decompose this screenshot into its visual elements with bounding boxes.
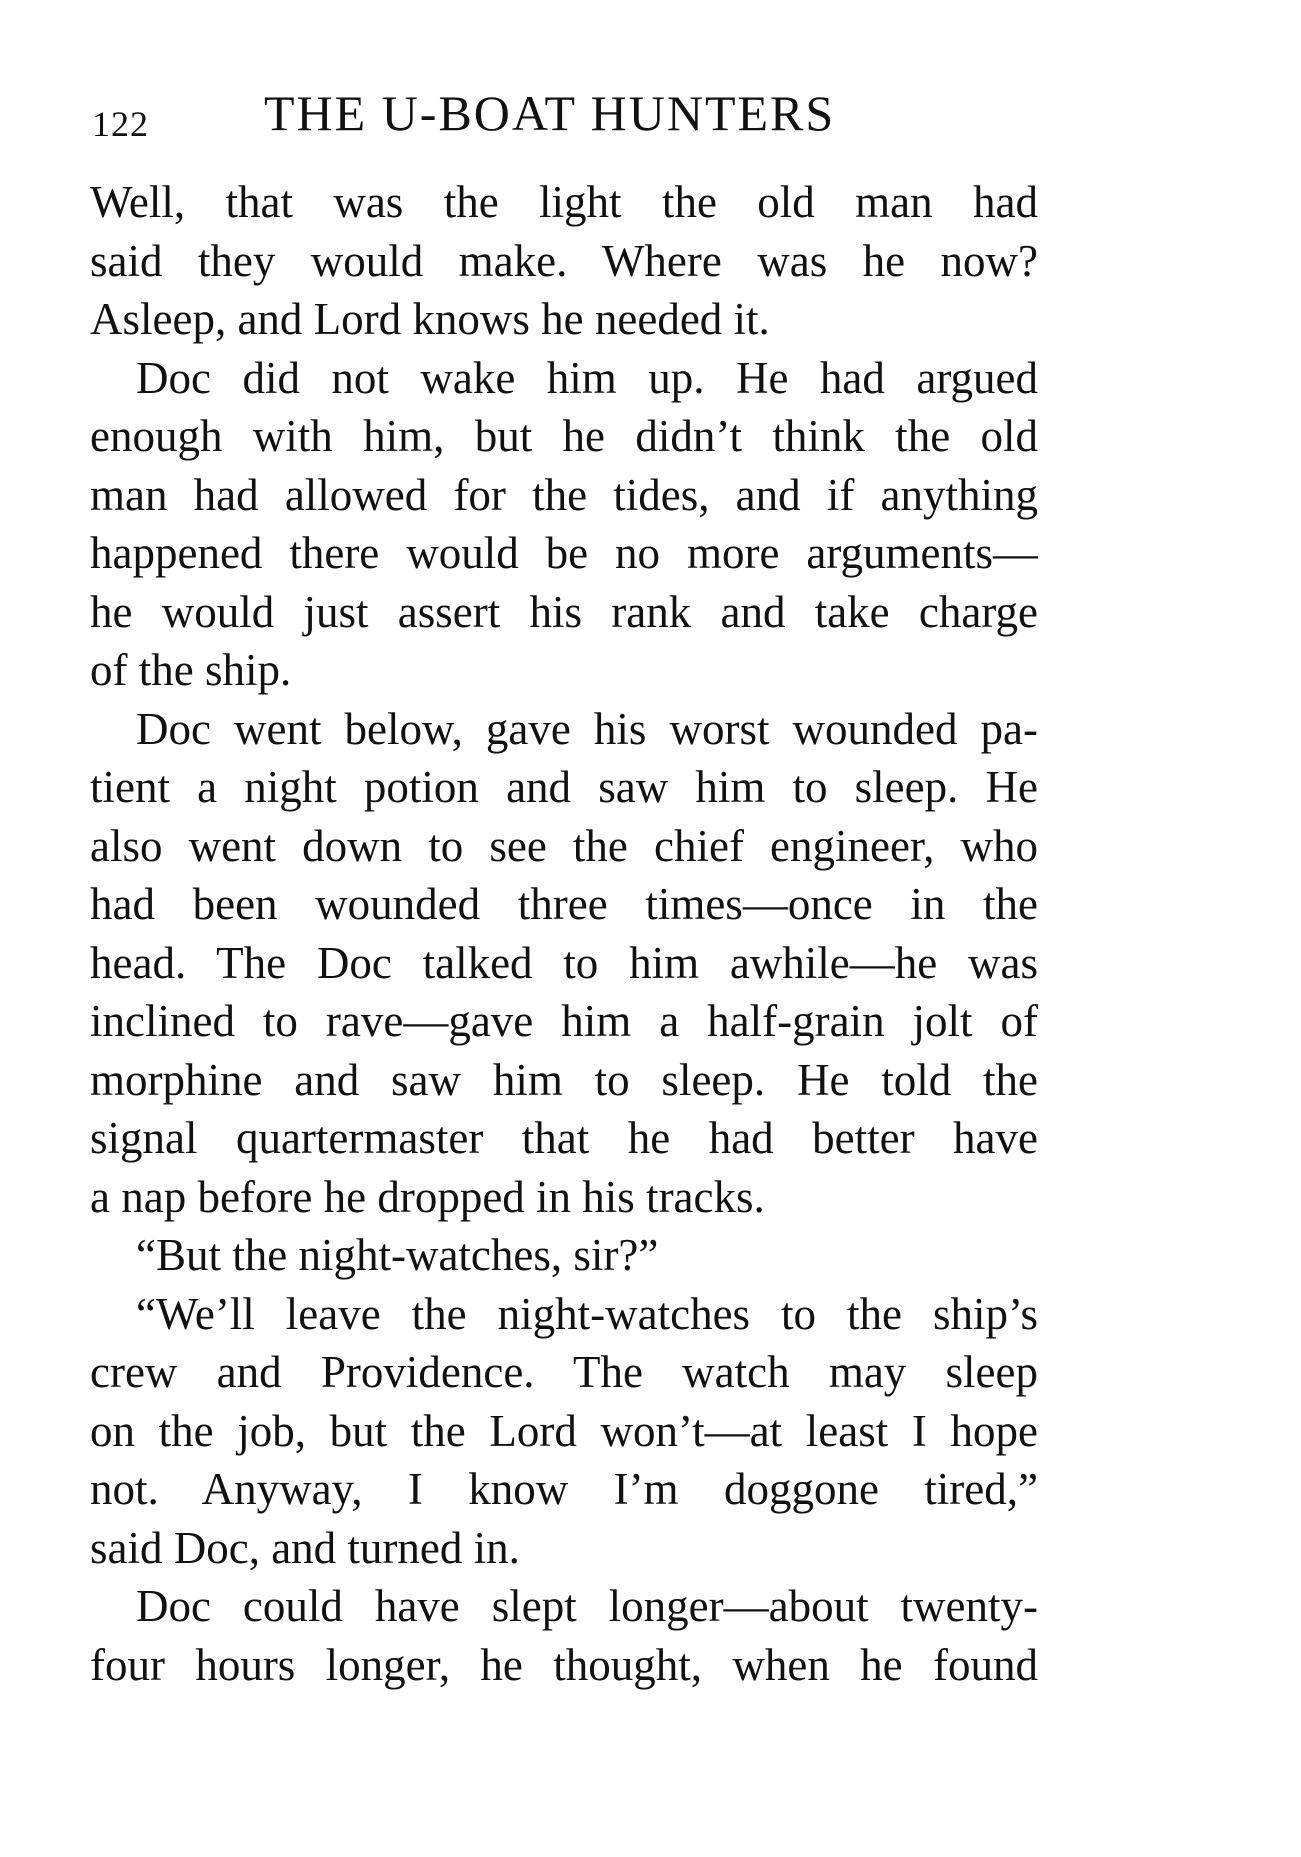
text-line: inclined to rave—gave him a half-grain jolt of [90,996,1038,1046]
text-line: enough with him, but he didn’t think the old [90,411,1038,461]
running-title: THE U-BOAT HUNTERS [264,85,836,141]
text-line: “We’ll leave the night-watches to the ship’s [136,1288,1038,1339]
text-line: not. Anyway, I know I’m doggone tired,” [90,1464,1038,1514]
text-line: had been wounded three times—once in the [90,879,1038,929]
text-line: Doc did not wake him up. He had argued [136,352,1038,403]
text-line: said Doc, and turned in. [90,1522,520,1573]
text-line: four hours longer, he thought, when he found [90,1639,1038,1690]
page-number: 122 [92,104,149,144]
text-line: Asleep, and Lord knows he needed it. [90,294,770,344]
text-line: happened there would be no more arguments— [90,528,1038,578]
text-line: on the job, but the Lord won’t—at least I hope [90,1405,1038,1456]
text-line: Doc could have slept longer—about twenty- [136,1581,1038,1631]
text-line: he would just assert his rank and take charge [90,586,1038,637]
text-line: a nap before he dropped in his tracks. [90,1171,765,1222]
text-line: man had allowed for the tides, and if anything [90,469,1038,520]
text-line: morphine and saw him to sleep. He told the [90,1054,1038,1105]
text-line: signal quartermaster that he had better have [90,1113,1038,1163]
body-text [90,173,1038,1694]
text-line: “But the night-watches, sir?” [136,1230,659,1280]
text-line: Doc went below, gave his worst wounded pa- [136,703,1038,754]
text-line: also went down to see the chief engineer, who [90,820,1038,871]
text-line: of the ship. [90,645,292,695]
text-line: crew and Providence. The watch may sleep [90,1347,1038,1397]
text-line: said they would make. Where was he now? [90,235,1038,286]
text-line: Well, that was the light the old man had [90,177,1038,227]
page-header [92,84,1082,164]
text-line: tient a night potion and saw him to sleep. He [90,762,1038,812]
text-line: head. The Doc talked to him awhile—he was [90,937,1038,988]
